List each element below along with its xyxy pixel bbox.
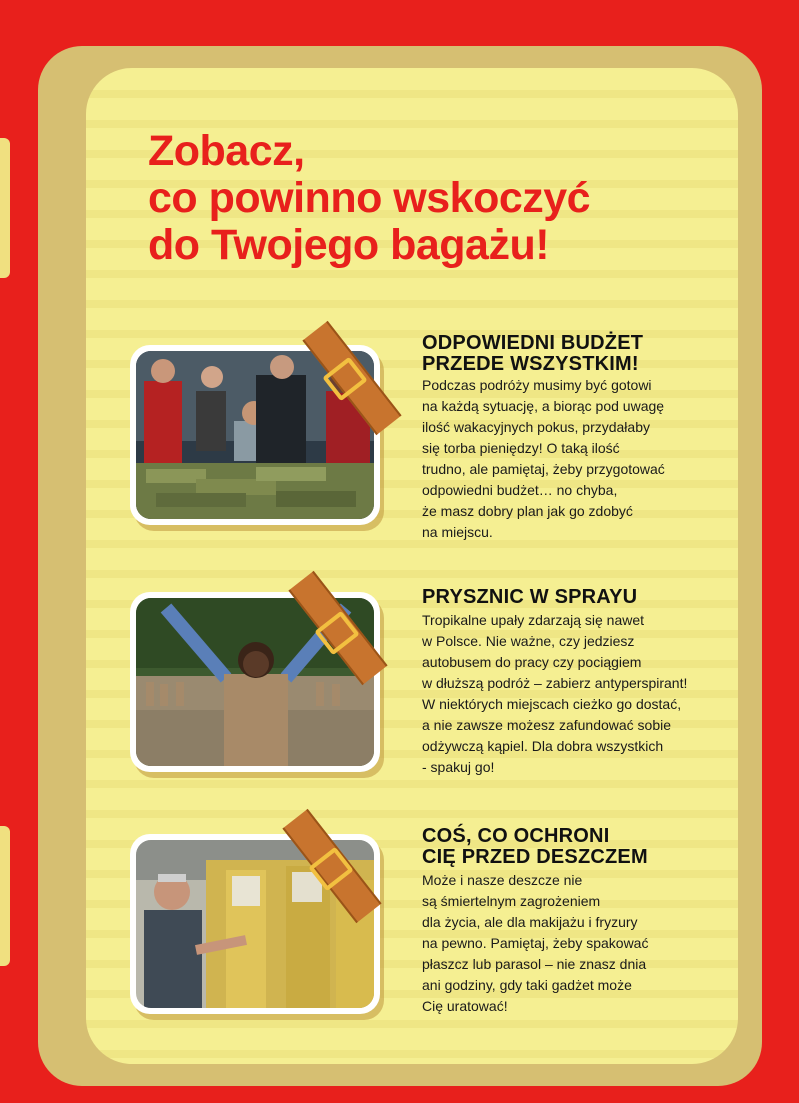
body-line: ani godziny, gdy taki gadżet może (422, 977, 632, 993)
body-line: na pewno. Pamiętaj, żeby spakować (422, 935, 649, 951)
section-title-budget (422, 333, 643, 375)
body-line: są śmiertelnym zagrożeniem (422, 893, 601, 909)
body-line: a nie zawsze możesz zafundować sobie (422, 717, 672, 733)
body-line: W niektórych miejscach cieżko go dostać, (422, 696, 682, 712)
side-tab-top (0, 138, 10, 278)
body-line: Cię uratować! (422, 998, 508, 1014)
section-3-title-line-2: CIĘ PRZED DESZCZEM (422, 846, 648, 868)
body-line: ilość wakacyjnych pokus, przydałaby (422, 419, 650, 435)
side-tab-bottom (0, 826, 10, 966)
body-line: się torba pieniędzy! O taką ilość (422, 440, 620, 456)
body-line: odżywczą kąpiel. Dla dobra wszystkich (422, 738, 664, 754)
headline-line-2: co powinno wskoczyć (148, 174, 591, 222)
section-body-budget (422, 375, 665, 543)
section-1-title-line-1: ODPOWIEDNI BUDŻET (422, 332, 644, 354)
body-line: trudno, ale pamiętaj, żeby przygotować (422, 461, 665, 477)
section-body-spray (422, 610, 687, 778)
body-line: na każdą sytuację, a biorąc pod uwagę (422, 398, 665, 414)
section-title-spray (422, 587, 637, 608)
section-2-title-line-1: PRYSZNIC W SPRAYU (422, 586, 638, 608)
body-line: dla życia, ale dla makijażu i fryzury (422, 914, 638, 930)
section-title-rain (422, 826, 648, 868)
body-line: że masz dobry plan jak go zdobyć (422, 503, 633, 519)
body-line: Podczas podróży musimy być gotowi (422, 377, 652, 393)
body-line: - spakuj go! (422, 759, 495, 775)
body-line: autobusem do pracy czy pociągiem (422, 654, 642, 670)
page-title (148, 128, 590, 269)
body-line: Tropikalne upały zdarzają się nawet (422, 612, 645, 628)
body-line: odpowiedni budżet… no chyba, (422, 482, 618, 498)
headline-line-1: Zobacz, (148, 127, 305, 175)
section-3-title-line-1: COŚ, CO OCHRONI (422, 825, 610, 847)
body-line: Może i nasze deszcze nie (422, 872, 583, 888)
headline-line-3: do Twojego bagażu! (148, 221, 550, 269)
body-line: płaszcz lub parasol – nie znasz dnia (422, 956, 647, 972)
section-body-rain (422, 870, 648, 1017)
body-line: w Polsce. Nie ważne, czy jedziesz (422, 633, 635, 649)
section-1-title-line-2: PRZEDE WSZYSTKIM! (422, 353, 639, 375)
body-line: w dłuższą podróż – zabierz antyperspirant! (422, 675, 688, 691)
body-line: na miejscu. (422, 524, 493, 540)
